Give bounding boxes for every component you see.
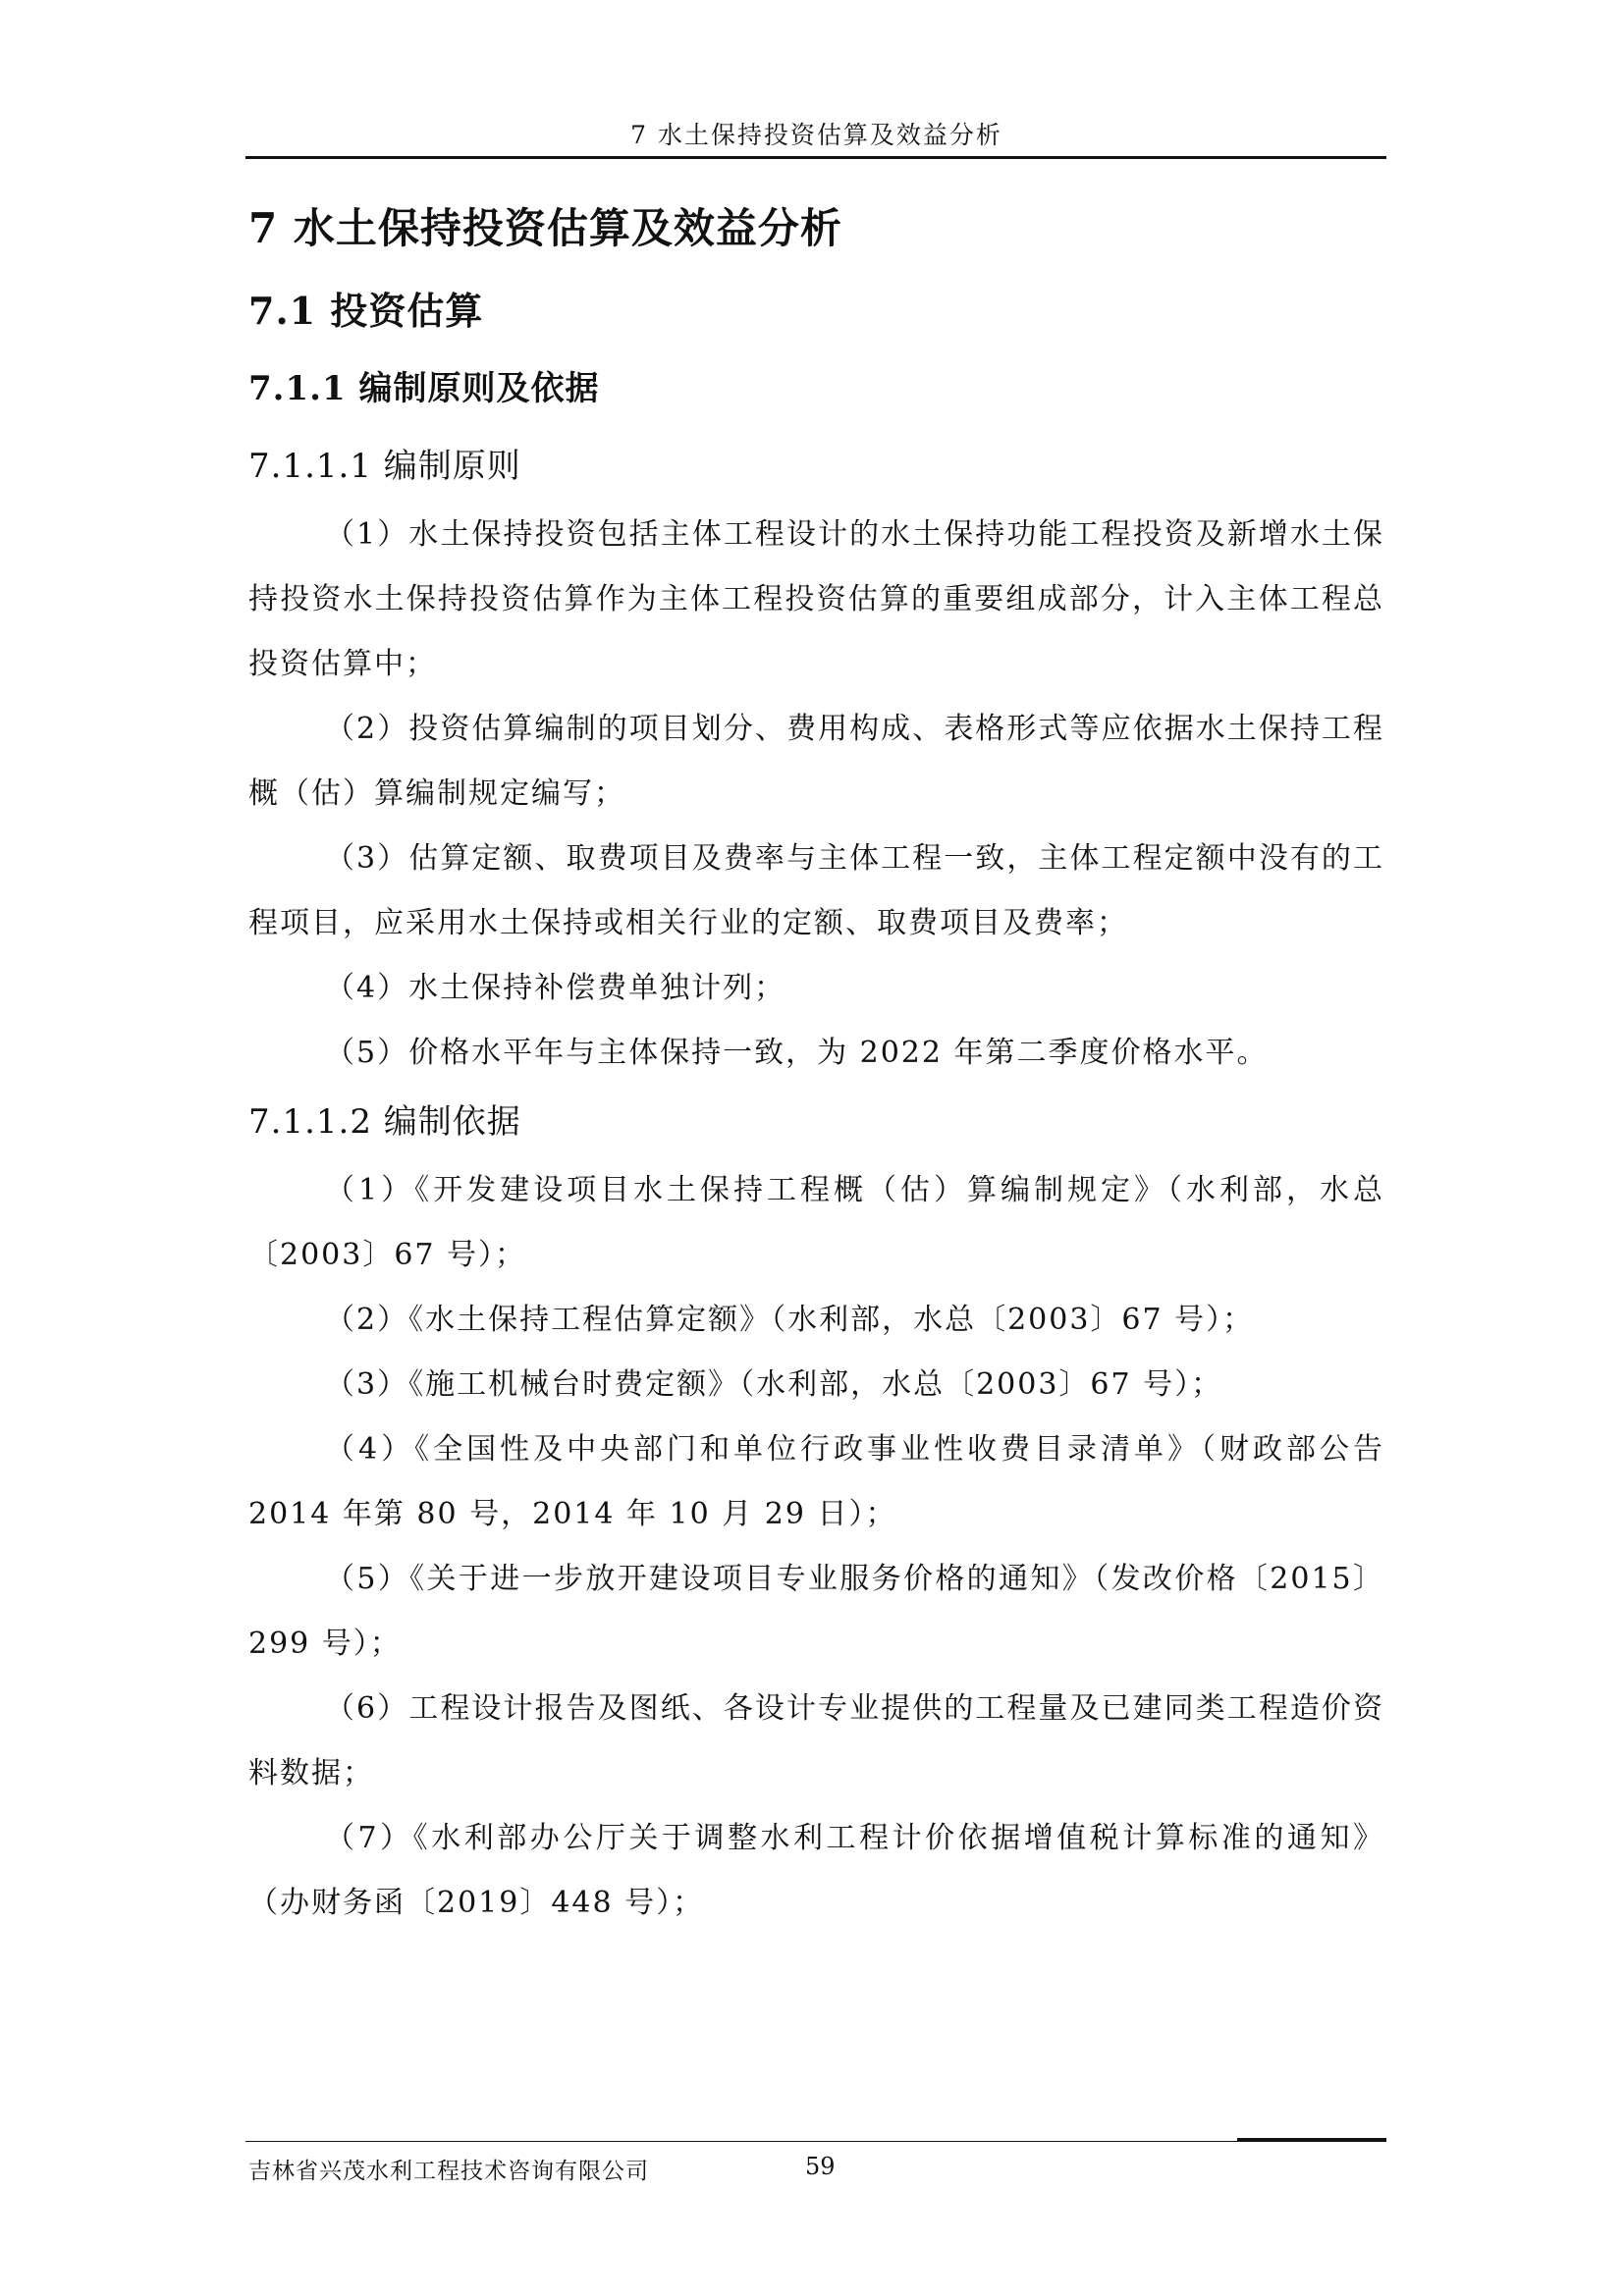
running-header: 7 水土保持投资估算及效益分析 xyxy=(630,121,1002,149)
header-rule xyxy=(245,156,1386,159)
principle-paragraph: （2）投资估算编制的项目划分、费用构成、表格形式等应依据水土保持工程概（估）算编制规定编写； xyxy=(248,712,1384,811)
basis-paragraph: （7）《水利部办公厅关于调整水利工程计价依据增值税计算标准的通知》（办财务函〔2019〕448 号）； xyxy=(248,1821,1384,1920)
basis-paragraph: （1）《开发建设项目水土保持工程概（估）算编制规定》（水利部，水总〔2003〕67 号）； xyxy=(248,1173,1384,1272)
subsection-heading: 7.1.1 编制原则及依据 xyxy=(248,369,600,408)
basis-paragraph: （2）《水土保持工程估算定额》（水利部，水总〔2003〕67 号）； xyxy=(325,1303,1255,1337)
chapter-heading: 7 水土保持投资估算及效益分析 xyxy=(248,204,842,252)
basis-paragraph: （5）《关于进一步放开建设项目专业服务价格的通知》（发改价格〔2015〕299 号）； xyxy=(248,1562,1384,1661)
principles-heading: 7.1.1.1 编制原则 xyxy=(248,447,521,486)
section-heading: 7.1 投资估算 xyxy=(248,289,484,333)
page-number: 59 xyxy=(805,2153,836,2180)
footer-rule xyxy=(245,2141,1386,2142)
basis-paragraph: （3）《施工机械台时费定额》（水利部，水总〔2003〕67 号）； xyxy=(325,1367,1223,1402)
basis-heading: 7.1.1.2 编制依据 xyxy=(248,1102,521,1142)
basis-paragraph: （4）《全国性及中央部门和单位行政事业性收费目录清单》（财政部公告 2014 年第 80 号，2014 年 10 月 29 日）； xyxy=(248,1432,1384,1531)
basis-paragraph: （6）工程设计报告及图纸、各设计专业提供的工程量及已建同类工程造价资料数据； xyxy=(248,1691,1384,1790)
principle-paragraph: （3）估算定额、取费项目及费率与主体工程一致，主体工程定额中没有的工程项目，应采用水土保持或相关行业的定额、取费项目及费率； xyxy=(248,841,1384,940)
footer-company-name: 吉林省兴茂水利工程技术咨询有限公司 xyxy=(248,2159,649,2184)
principle-paragraph: （5）价格水平年与主体保持一致，为 2022 年第二季度价格水平。 xyxy=(325,1036,1269,1070)
principle-paragraph: （1）水土保持投资包括主体工程设计的水土保持功能工程投资及新增水土保持投资水土保持投资估算作为主体工程投资估算的重要组成部分，计入主体工程总投资估算中； xyxy=(248,517,1384,681)
principle-paragraph: （4）水土保持补偿费单独计列； xyxy=(325,971,786,1005)
